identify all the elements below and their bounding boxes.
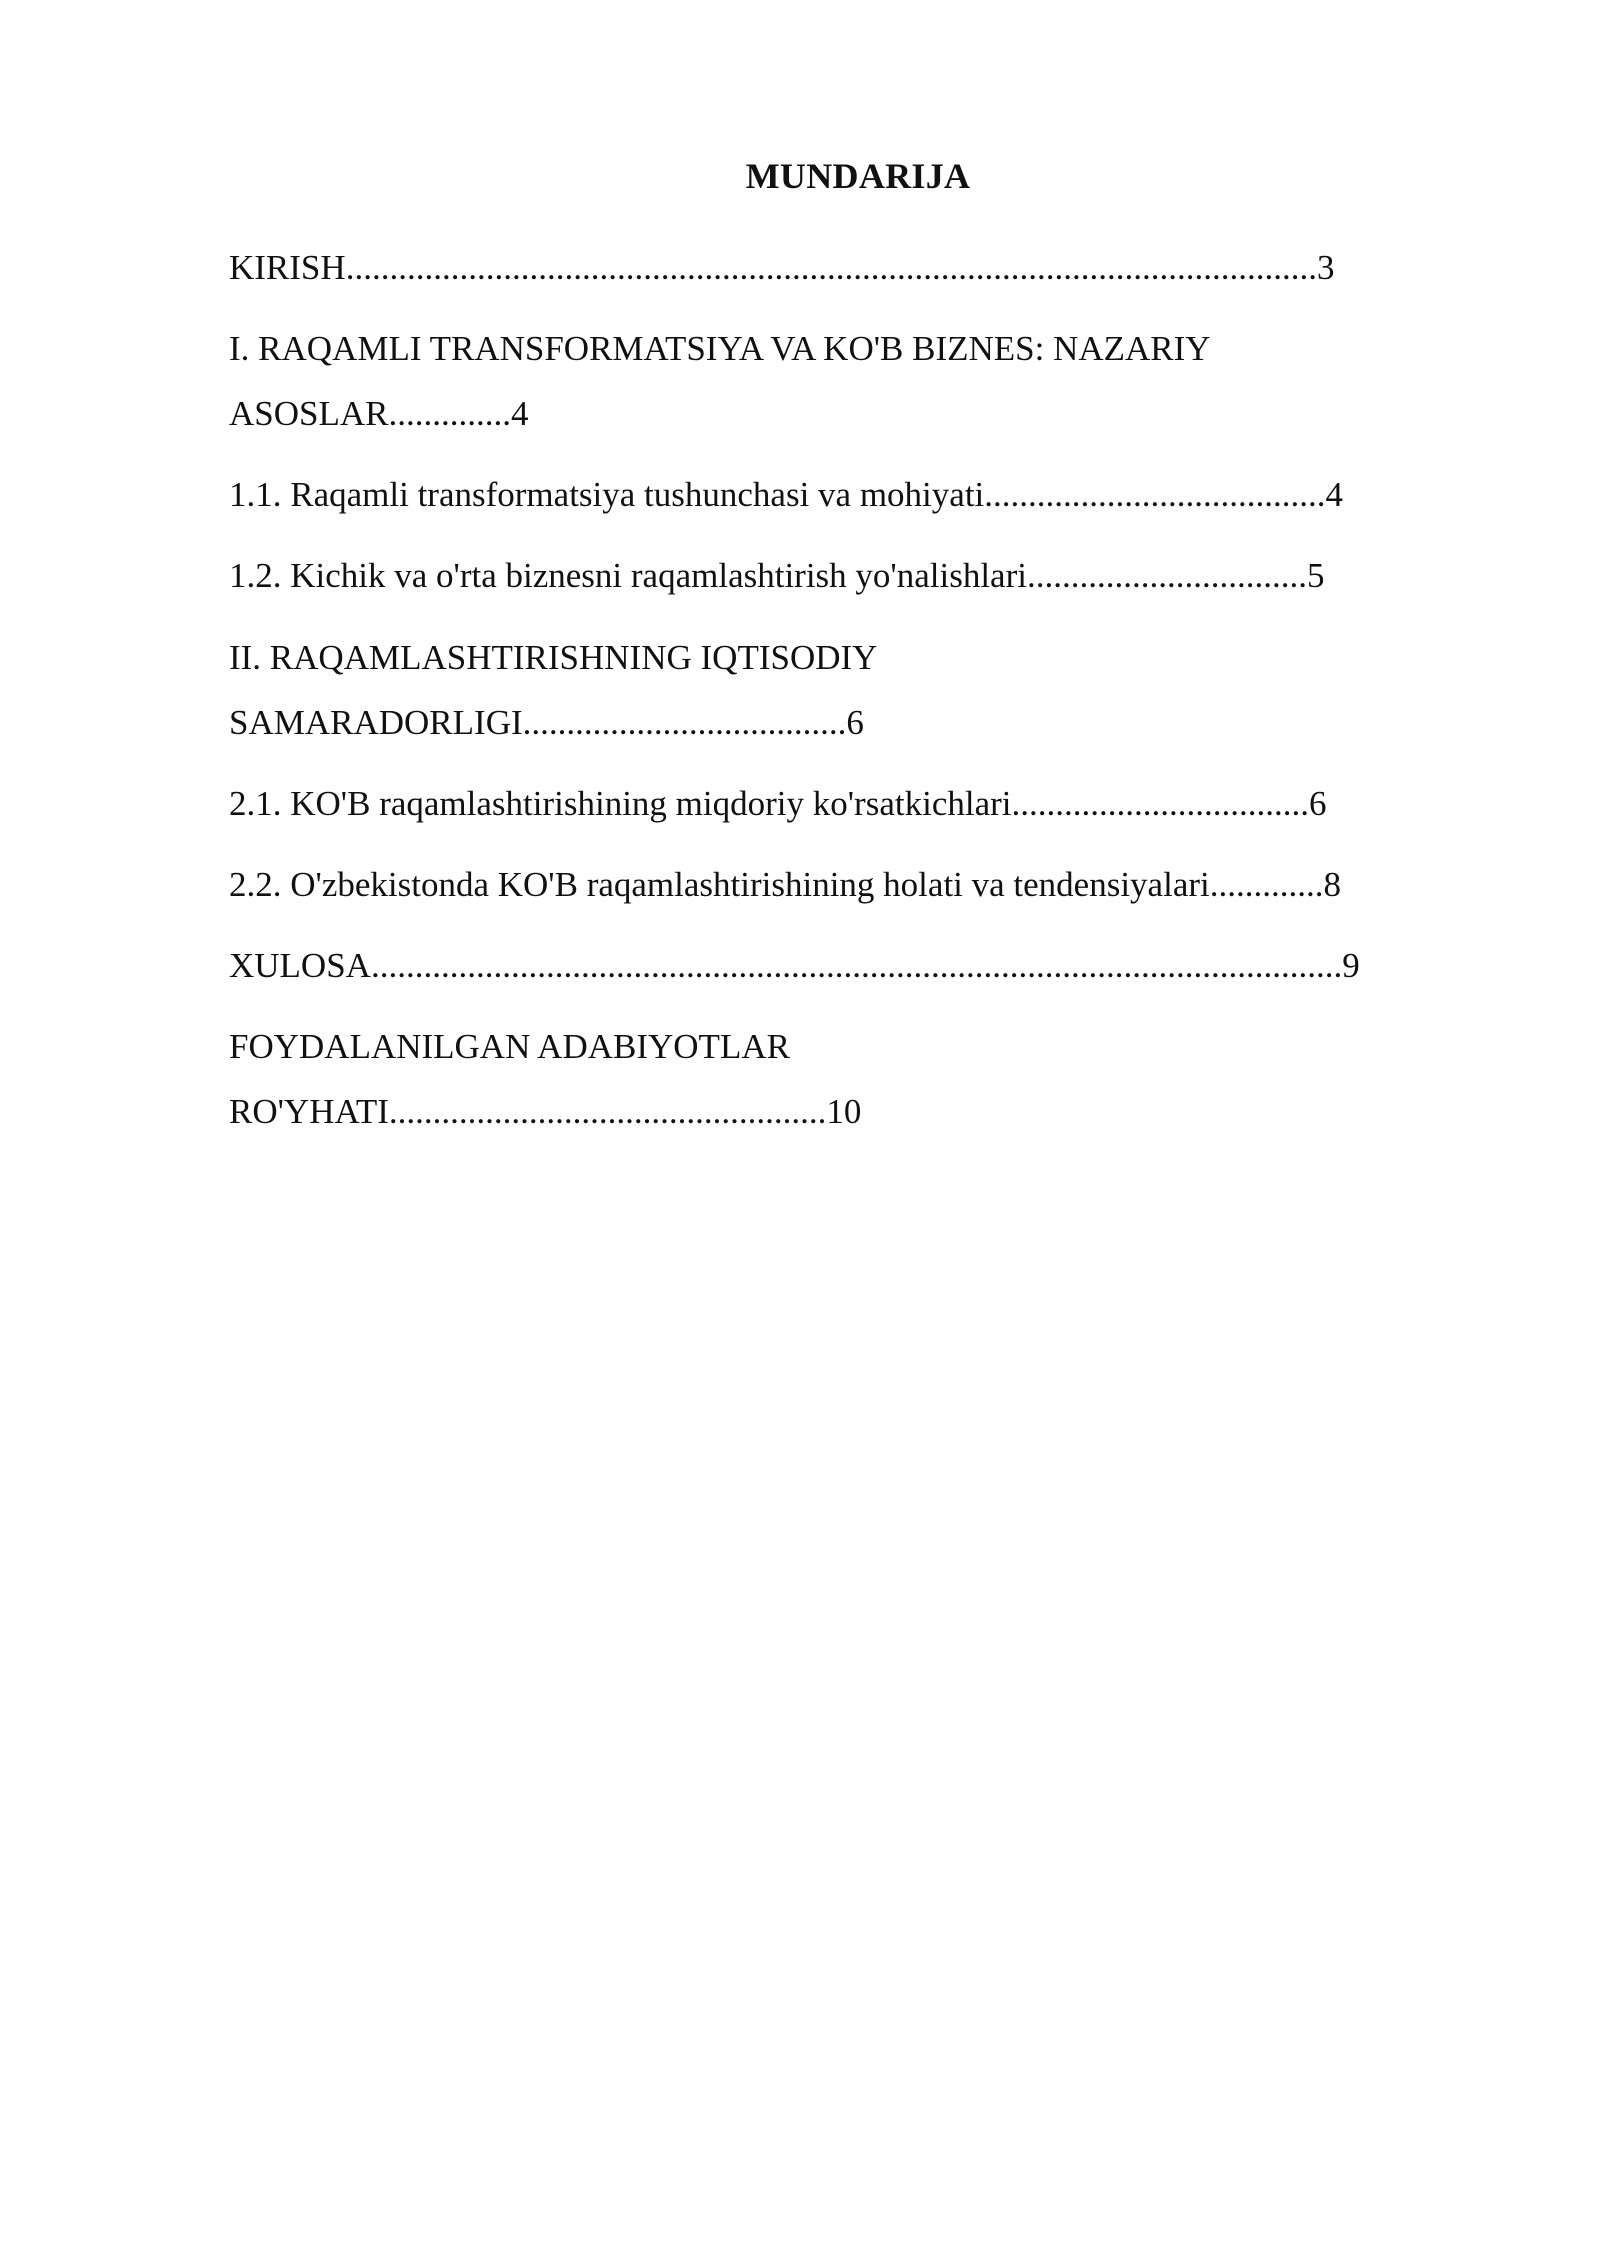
toc-entry-chapter1-line1[interactable]	[229, 323, 1211, 375]
toc-leader-dots: .......................................	[984, 475, 1326, 514]
toc-entry-text: 2.1. KO'B raqamlashtirishining miqdoriy ko'rsatkichlari	[229, 784, 1012, 823]
toc-entry-chapter1-line2[interactable]	[229, 388, 528, 440]
toc-leader-dots: ..............	[388, 394, 511, 433]
toc-page-number: 4	[1325, 475, 1344, 514]
toc-entry-xulosa[interactable]	[229, 940, 1360, 992]
toc-entry-chapter2-line2[interactable]	[229, 697, 864, 749]
toc-entry-section-2-1[interactable]	[229, 778, 1327, 830]
toc-entry-text: 1.2. Kichik va o'rta biznesni raqamlashtirish yo'nalishlari	[229, 556, 1027, 595]
toc-entry-text: I. RAQAMLI TRANSFORMATSIYA VA KO'B BIZNES: NAZARIY	[229, 329, 1211, 368]
toc-entry-text: FOYDALANILGAN ADABIYOTLAR	[229, 1027, 790, 1066]
toc-entry-text: ASOSLAR	[229, 394, 389, 433]
toc-leader-dots: ...............................................................................................................	[370, 946, 1343, 985]
toc-entry-references-line2[interactable]	[229, 1086, 861, 1138]
toc-entry-text: KIRISH	[229, 248, 346, 287]
toc-leader-dots: ..................................................	[388, 1092, 827, 1131]
toc-entry-section-1-1[interactable]	[229, 469, 1343, 521]
toc-leader-dots: ...............................................................................................................	[345, 248, 1317, 287]
toc-entry-references-line1[interactable]	[229, 1021, 790, 1073]
toc-page-number: 3	[1316, 248, 1335, 287]
toc-leader-dots: ..................................	[1011, 784, 1309, 823]
toc-entry-text: XULOSA	[229, 946, 371, 985]
toc-entry-text: 1.1. Raqamli transformatsiya tushunchasi va mohiyati	[229, 475, 985, 514]
toc-leader-dots: ................................	[1026, 556, 1307, 595]
toc-page-number: 6	[1309, 784, 1327, 823]
toc-entry-text: II. RAQAMLASHTIRISHNING IQTISODIY	[229, 638, 878, 677]
toc-entry-text: 2.2. O'zbekistonda KO'B raqamlashtirishining holati va tendensiyalari	[229, 865, 1210, 904]
page-title: MUNDARIJA	[745, 156, 971, 196]
toc-page-number: 6	[846, 703, 864, 742]
toc-page-number: 4	[510, 394, 529, 433]
toc-entry-kirish[interactable]	[229, 242, 1334, 294]
toc-entry-section-2-2[interactable]	[229, 859, 1341, 911]
toc-page-number: 5	[1306, 556, 1325, 595]
toc-page-number: 8	[1323, 865, 1341, 904]
toc-entry-section-1-2[interactable]	[229, 550, 1324, 602]
toc-entry-text: RO'YHATI	[229, 1092, 389, 1131]
toc-leader-dots: .............	[1209, 865, 1324, 904]
toc-page-number: 9	[1342, 946, 1360, 985]
toc-leader-dots: .....................................	[522, 703, 847, 742]
toc-page-number: 10	[826, 1092, 862, 1131]
toc-entry-chapter2-line1[interactable]	[229, 632, 877, 684]
toc-entry-text: SAMARADORLIGI	[229, 703, 523, 742]
